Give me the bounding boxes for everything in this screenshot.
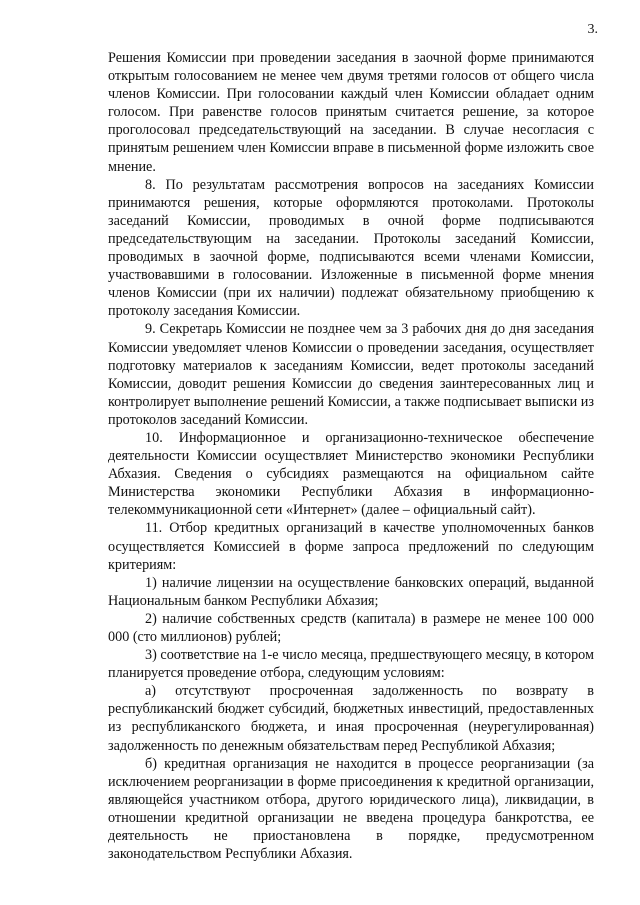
paragraph-item-10: 10. Информационное и организационно-техническое обеспечение деятельности Комиссии осуществляет Министерство экономики Республики Абхазия. Сведения о субсидиях размещаются на официальном сайте Министерства экономики Республики Абхазия в информационно-телекоммуникационной сети «Интернет» (далее – официальный сайт). — [108, 429, 594, 519]
paragraph-criterion-1: 1) наличие лицензии на осуществление банковских операций, выданной Национальным банком Республики Абхазия; — [108, 574, 594, 609]
paragraph-criterion-3: 3) соответствие на 1-е число месяца, предшествующего месяцу, в котором планируется проведение отбора, следующим условиям: — [108, 647, 594, 682]
document-body — [108, 49, 594, 863]
page-number: 3. — [587, 22, 598, 37]
paragraph-condition-a: а) отсутствуют просроченная задолженность по возврату в республиканский бюджет субсидий, бюджетных инвестиций, предоставленных из республиканского бюджета, и иная просроченная (неурегулированная) задолженность по денежным обязательствам перед Республикой Абхазия; — [108, 683, 594, 754]
paragraph-item-8: 8. По результатам рассмотрения вопросов на заседаниях Комиссии принимаются решения, которые оформляются протоколами. Протоколы заседаний Комиссии, проводимых в очной форме подписываются председательствующим на заседании. Протоколы заседаний Комиссии, проводимых в заочной форме, подписываются всеми членами Комиссии, участвовавшими в голосовании. Изложенные в письменной форме мнения членов Комиссии (при их наличии) подлежат обязательному приобщению к протоколу заседания Комиссии. — [108, 176, 594, 320]
paragraph-criterion-2: 2) наличие собственных средств (капитала) в размере не менее 100 000 000 (сто миллионов) рублей; — [108, 610, 594, 645]
paragraph-condition-b: б) кредитная организация не находится в процессе реорганизации (за исключением реорганизации в форме присоединения к кредитной организации, являющейся участником отбора, другого юридического лица), ликвидации, в отношении кредитной организации не введена процедура банкротства, ее деятельность не приостановлена в порядке, предусмотренном законодательством Республики Абхазия. — [108, 755, 594, 863]
paragraph-item-11: 11. Отбор кредитных организаций в качестве уполномоченных банков осуществляется Комиссией в форме запроса предложений по следующим критериям: — [108, 520, 594, 573]
paragraph-voting-rules: Решения Комиссии при проведении заседания в заочной форме принимаются открытым голосованием не менее чем двумя третями голосов от общего числа членов Комиссии. При голосовании каждый член Комиссии обладает одним голосом. При равенстве голосов принятым считается решение, за которое проголосовал председательствующий на заседании. В случае несогласия с принятым решением член Комиссии вправе в письменной форме изложить свое мнение. — [108, 50, 594, 175]
paragraph-item-9: 9. Секретарь Комиссии не позднее чем за 3 рабочих дня до дня заседания Комиссии уведомляет членов Комиссии о проведении заседания, осуществляет подготовку материалов к заседаниям Комиссии, ведет протоколы заседаний Комиссии, доводит решения Комиссии до сведения заинтересованных лиц и контролирует выполнение решений Комиссии, а также подписывает выписки из протоколов заседаний Комиссии. — [108, 321, 594, 428]
